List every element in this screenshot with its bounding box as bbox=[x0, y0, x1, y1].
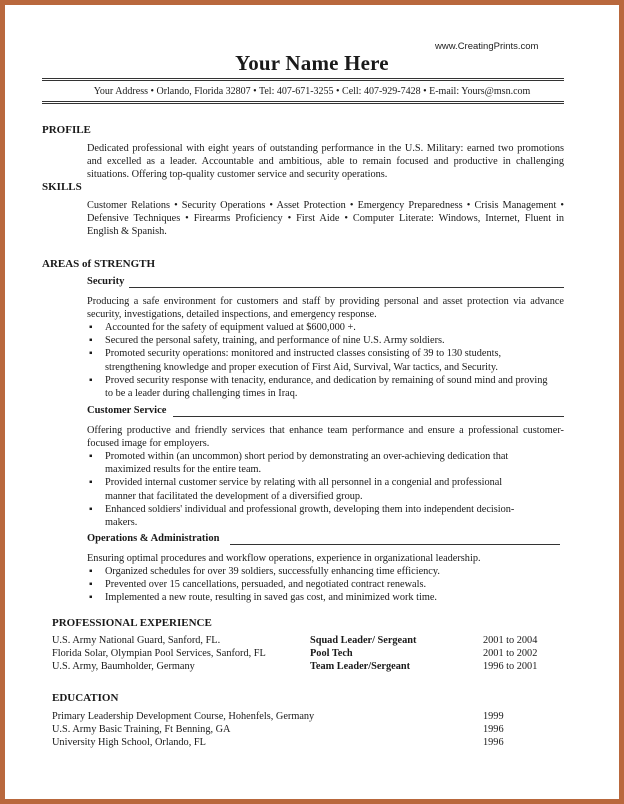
experience-role: Team Leader/Sergeant bbox=[310, 661, 410, 672]
education-school: U.S. Army Basic Training, Ft Benning, GA bbox=[52, 724, 231, 735]
skills-paragraph: Customer Relations • Security Operations • Asset Protection • Emergency Preparedness • Crisis Management • Defensive Techniques • Firearms Proficiency • First Aide • Computer Literate: Windows, Internet, Fluent in English & Spanish. bbox=[87, 200, 564, 238]
education-year: 1996 bbox=[483, 724, 504, 735]
bullet-item: ▪ Secured the personal safety, training, and performance of nine U.S. Army soldiers. bbox=[87, 334, 552, 347]
bullet-item: ▪ Prevented over 15 cancellations, persuaded, and negotiated contract renewals. bbox=[87, 578, 552, 591]
profile-heading: PROFILE bbox=[42, 124, 91, 136]
resume-name: Your Name Here bbox=[235, 51, 389, 75]
security-intro bbox=[87, 295, 564, 321]
bullet-item: ▪ Organized schedules for over 39 soldiers, successfully enhancing time efficiency. bbox=[87, 565, 552, 578]
experience-org: U.S. Army, Baumholder, Germany bbox=[52, 661, 195, 672]
experience-dates: 2001 to 2004 bbox=[483, 635, 538, 646]
bullet-item: ▪ Promoted security operations: monitored and instructed classes consisting of 39 to 130 students, strengthening knowledge and proper execution of First Aid, Survival, War tactics, and Security. bbox=[87, 347, 552, 373]
contact-rule bbox=[42, 101, 564, 102]
contact-line: Your Address • Orlando, Florida 32807 • Tel: 407-671-3255 • Cell: 407-929-7428 • E-mail: Yours@msn.com bbox=[93, 86, 531, 97]
skills-text bbox=[87, 199, 564, 239]
top-rule-2 bbox=[42, 80, 564, 81]
customer-intro bbox=[87, 424, 564, 450]
skills-heading: SKILLS bbox=[42, 181, 82, 193]
education-school: Primary Leadership Development Course, Hohenfels, Germany bbox=[52, 711, 315, 722]
experience-heading: PROFESSIONAL EXPERIENCE bbox=[52, 617, 212, 629]
contact-rule-2 bbox=[42, 103, 564, 104]
experience-org: U.S. Army National Guard, Sanford, FL. bbox=[52, 635, 221, 646]
bullet-item: ▪ Implemented a new route, resulting in saved gas cost, and minimized work time. bbox=[87, 591, 552, 604]
education-year: 1996 bbox=[483, 737, 504, 748]
bullet-item: ▪ Promoted within (an uncommon) short period by demonstrating an over-achieving dedication that maximized results for the entire team. bbox=[87, 450, 517, 476]
education-year: 1999 bbox=[483, 711, 504, 722]
strength-heading: AREAS of STRENGTH bbox=[42, 258, 156, 270]
education-school: University High School, Orlando, FL bbox=[52, 737, 206, 748]
security-bullets bbox=[87, 321, 552, 400]
watermark-text: www.CreatingPrints.com bbox=[435, 41, 539, 52]
experience-dates: 1996 to 2001 bbox=[483, 661, 538, 672]
operations-intro-text: Ensuring optimal procedures and workflow operations, experience in organizational leadership. bbox=[87, 553, 481, 564]
operations-title: Operations & Administration bbox=[87, 533, 220, 544]
operations-bullets bbox=[87, 565, 552, 605]
profile-paragraph: Dedicated professional with eight years of outstanding performance in the U.S. Military: earned two promotions and excelled as a leader. Accountable and ambitious, able to remain focused and productive in challenging situations. Offering top-quality customer service and security operations. bbox=[87, 143, 564, 181]
customer-bullets bbox=[87, 450, 517, 529]
experience-org: Florida Solar, Olympian Pool Services, Sanford, FL bbox=[52, 648, 266, 659]
experience-role: Pool Tech bbox=[310, 648, 353, 659]
security-title: Security bbox=[87, 276, 125, 287]
security-underline bbox=[129, 287, 564, 288]
security-intro-text: Producing a safe environment for customers and staff by providing personal and asset protection via advance security, investigations, detailed inspections, and emergency response. bbox=[87, 296, 564, 321]
bullet-item: ▪ Accounted for the safety of equipment valued at $600,000 +. bbox=[87, 321, 552, 334]
operations-intro bbox=[87, 552, 564, 565]
operations-underline bbox=[230, 544, 560, 545]
customer-intro-text: Offering productive and friendly services that enhance team performance and ensure a professional customer-focused image for employers. bbox=[87, 425, 564, 450]
education-heading: EDUCATION bbox=[52, 692, 119, 704]
experience-role: Squad Leader/ Sergeant bbox=[310, 635, 417, 646]
bullet-item: ▪ Provided internal customer service by relating with all personnel in a congenial and professional manner that facilitated the development of a diversified group. bbox=[87, 476, 517, 502]
top-rule bbox=[42, 78, 564, 79]
experience-dates: 2001 to 2002 bbox=[483, 648, 538, 659]
profile-text bbox=[87, 142, 564, 182]
bullet-item: ▪ Proved security response with tenacity, endurance, and dedication by remaining of sound mind and proving to be a leader during challenging times in Iraq. bbox=[87, 374, 552, 400]
customer-title: Customer Service bbox=[87, 405, 167, 416]
customer-underline bbox=[173, 416, 564, 417]
bullet-item: ▪ Enhanced soldiers' individual and professional growth, developing them into independent decision-makers. bbox=[87, 503, 517, 529]
